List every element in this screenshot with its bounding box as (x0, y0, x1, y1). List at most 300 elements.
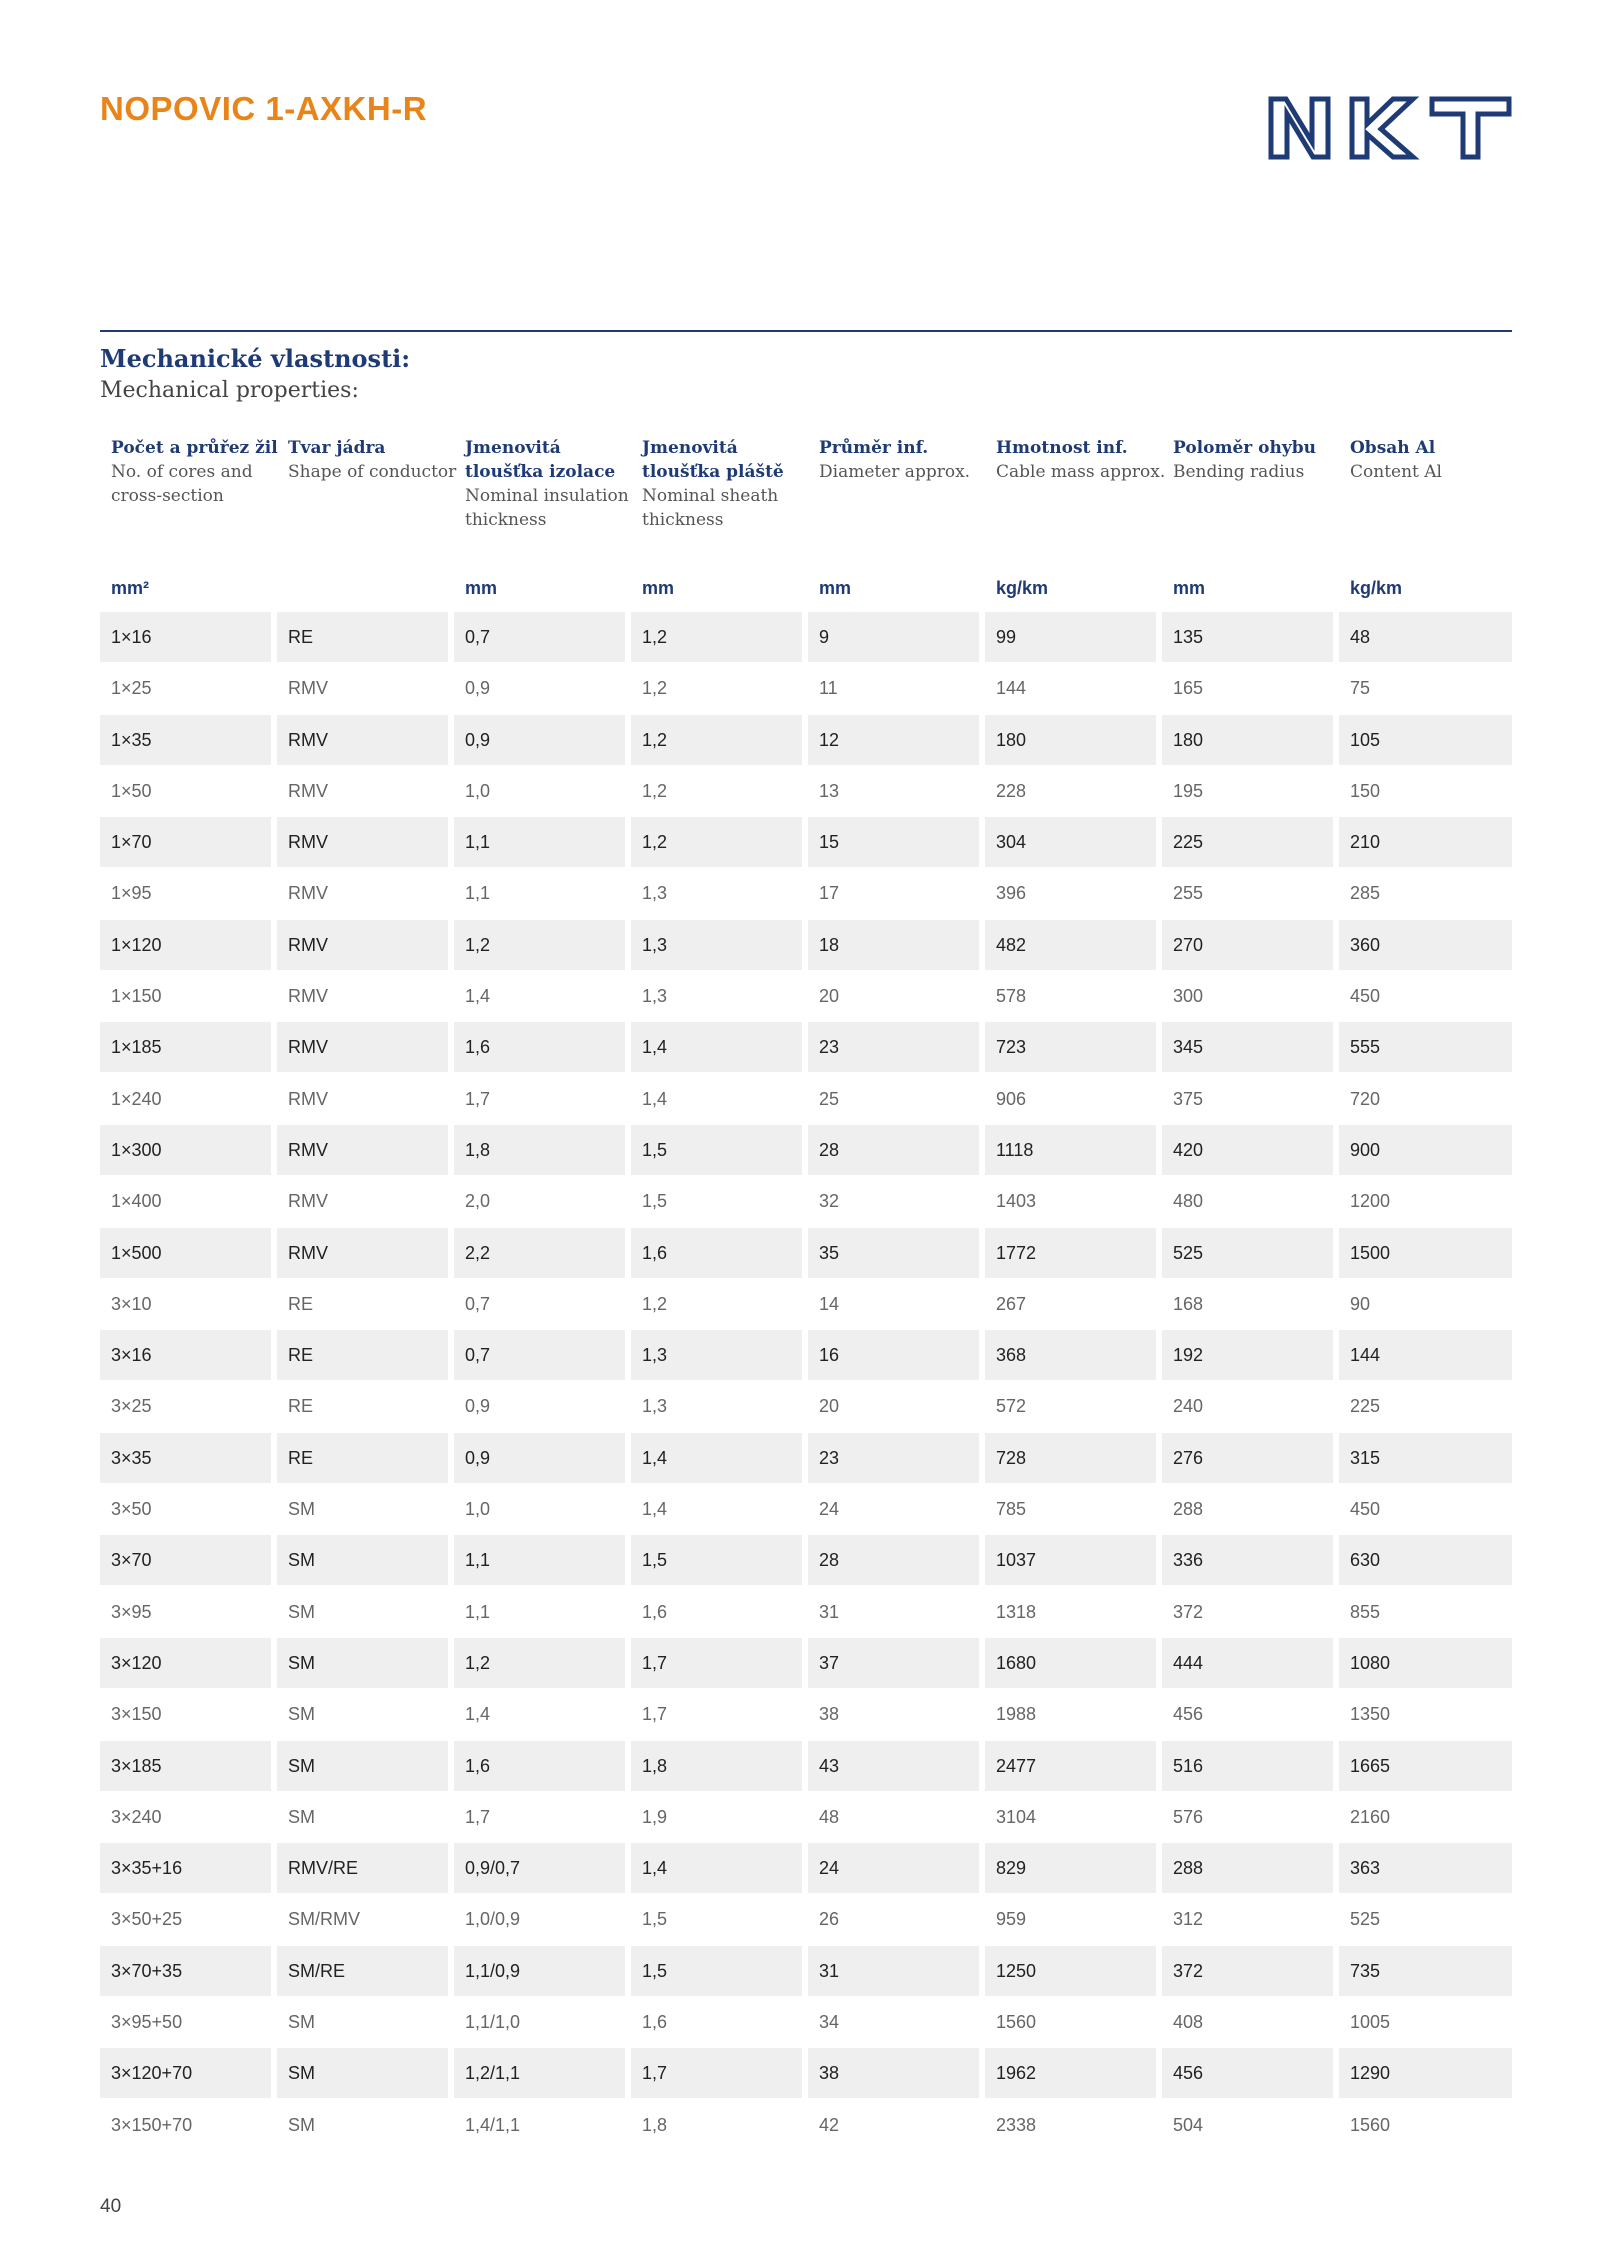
cell-bending-radius: 372 (1173, 1601, 1204, 1622)
cell-diameter: 28 (808, 1125, 979, 1175)
cell-bending-radius: 135 (1162, 612, 1333, 662)
cell-cores: 1×95 (111, 883, 152, 904)
cell-cores: 1×25 (111, 678, 152, 699)
cell-diameter: 24 (819, 1499, 840, 1520)
cell-mass: 368 (985, 1330, 1156, 1380)
cell-mass: 1118 (985, 1125, 1156, 1175)
cell-shape: SM (277, 2048, 448, 2098)
cell-mass: 267 (996, 1293, 1027, 1314)
cell-insulation: 0,9 (454, 1433, 625, 1483)
table-row (100, 1587, 1512, 1638)
cell-sheath: 1,5 (631, 1946, 802, 1996)
cell-cores: 3×70 (100, 1535, 271, 1585)
cell-cores: 1×300 (100, 1125, 271, 1175)
cell-sheath: 1,3 (631, 920, 802, 970)
cell-bending-radius: 444 (1162, 1638, 1333, 1688)
cell-insulation: 0,9 (465, 678, 491, 699)
cell-insulation: 1,1/0,9 (454, 1946, 625, 1996)
cell-shape: SM (288, 1499, 315, 1520)
cell-insulation: 1,2 (454, 1638, 625, 1688)
cell-diameter: 17 (819, 883, 840, 904)
cell-al-content: 1080 (1339, 1638, 1512, 1688)
cell-diameter: 35 (808, 1228, 979, 1278)
cell-sheath: 1,6 (642, 2012, 668, 2033)
cell-al-content: 525 (1350, 1909, 1381, 1930)
cell-diameter: 43 (808, 1741, 979, 1791)
cell-insulation: 1,0 (465, 780, 491, 801)
table-row (100, 1381, 1512, 1432)
table-row (100, 766, 1512, 817)
cell-insulation: 1,2/1,1 (454, 2048, 625, 2098)
table-row (100, 2048, 1512, 2099)
cell-bending-radius: 300 (1173, 986, 1204, 1007)
cell-insulation: 1,1 (465, 883, 491, 904)
cell-shape: RMV (288, 780, 328, 801)
cell-insulation: 1,4/1,1 (465, 2114, 521, 2135)
cell-al-content: 735 (1339, 1946, 1512, 1996)
cell-cores: 1×185 (100, 1022, 271, 1072)
cell-diameter: 13 (819, 780, 840, 801)
cell-bending-radius: 192 (1162, 1330, 1333, 1380)
column-header-en: Nominal sheath thickness (642, 486, 779, 530)
cell-insulation: 1,1/1,0 (465, 2012, 521, 2033)
cell-sheath: 1,8 (631, 1741, 802, 1791)
table-row (100, 1946, 1512, 1997)
cell-cores: 3×16 (100, 1330, 271, 1380)
cell-al-content: 1290 (1339, 2048, 1512, 2098)
cell-bending-radius: 456 (1173, 1704, 1204, 1725)
cell-bending-radius: 165 (1173, 678, 1204, 699)
cell-bending-radius: 480 (1173, 1191, 1204, 1212)
table-row (100, 1894, 1512, 1945)
cell-insulation: 1,6 (454, 1741, 625, 1791)
cell-shape: RMV (277, 817, 448, 867)
table-row (100, 971, 1512, 1022)
cell-diameter: 42 (819, 2114, 840, 2135)
cell-mass: 785 (996, 1499, 1027, 1520)
cell-cores: 1×150 (111, 986, 162, 1007)
cell-al-content: 360 (1339, 920, 1512, 970)
cell-al-content: 900 (1339, 1125, 1512, 1175)
cell-shape: RMV (277, 1022, 448, 1072)
cell-sheath: 1,5 (642, 1191, 668, 1212)
column-unit: mm² (111, 578, 150, 598)
cell-diameter: 48 (819, 1806, 840, 1827)
cell-cores: 3×150 (111, 1704, 162, 1725)
table-row (100, 1279, 1512, 1330)
column-header-en: Nominal insulation thickness (465, 486, 629, 530)
section-divider (100, 330, 1512, 332)
cell-al-content: 75 (1350, 678, 1371, 699)
cell-sheath: 1,4 (631, 1022, 802, 1072)
cell-sheath: 1,7 (631, 1638, 802, 1688)
cell-cores: 3×50 (111, 1499, 152, 1520)
column-header-insulation (465, 436, 635, 532)
cell-insulation: 1,7 (465, 1806, 491, 1827)
cell-diameter: 37 (808, 1638, 979, 1688)
cell-insulation: 1,8 (454, 1125, 625, 1175)
cell-sheath: 1,2 (642, 678, 668, 699)
cell-mass: 1962 (985, 2048, 1156, 2098)
table-row (100, 1792, 1512, 1843)
cell-al-content: 144 (1339, 1330, 1512, 1380)
table-row (100, 1997, 1512, 2048)
cell-diameter: 31 (808, 1946, 979, 1996)
cell-bending-radius: 504 (1173, 2114, 1204, 2135)
table-row (100, 2100, 1512, 2151)
cell-diameter: 23 (808, 1022, 979, 1072)
column-header-cz: Obsah Al (1350, 438, 1436, 458)
cell-shape: RE (277, 1330, 448, 1380)
cell-diameter: 9 (808, 612, 979, 662)
column-unit: kg/km (996, 578, 1049, 598)
cell-mass: 1680 (985, 1638, 1156, 1688)
cell-bending-radius: 288 (1173, 1499, 1204, 1520)
cell-al-content: 450 (1350, 1499, 1381, 1520)
column-header-mass (996, 436, 1166, 484)
table-row (100, 1843, 1512, 1894)
cell-mass: 3104 (996, 1806, 1037, 1827)
cell-diameter: 26 (819, 1909, 840, 1930)
cell-bending-radius: 345 (1162, 1022, 1333, 1072)
table-row (100, 1433, 1512, 1484)
cell-sheath: 1,3 (642, 883, 668, 904)
cell-cores: 1×70 (100, 817, 271, 867)
column-header-bending-radius (1173, 436, 1343, 484)
cell-insulation: 1,2 (454, 920, 625, 970)
cell-al-content: 48 (1339, 612, 1512, 662)
cell-diameter: 18 (808, 920, 979, 970)
cell-sheath: 1,2 (631, 612, 802, 662)
cell-shape: RMV (288, 986, 328, 1007)
cell-insulation: 1,4 (465, 986, 491, 1007)
table-row (100, 1484, 1512, 1535)
table-row (100, 1074, 1512, 1125)
cell-shape: SM (277, 1741, 448, 1791)
cell-mass: 829 (985, 1843, 1156, 1893)
cell-mass: 304 (985, 817, 1156, 867)
cell-diameter: 32 (819, 1191, 840, 1212)
cell-mass: 959 (996, 1909, 1027, 1930)
cell-sheath: 1,6 (631, 1228, 802, 1278)
cell-bending-radius: 372 (1162, 1946, 1333, 1996)
cell-diameter: 38 (819, 1704, 840, 1725)
cell-mass: 1037 (985, 1535, 1156, 1585)
cell-diameter: 16 (808, 1330, 979, 1380)
cell-diameter: 20 (819, 1396, 840, 1417)
cell-al-content: 855 (1350, 1601, 1381, 1622)
cell-mass: 572 (996, 1396, 1027, 1417)
cell-cores: 3×120+70 (100, 2048, 271, 2098)
column-header-al-content (1350, 436, 1520, 484)
cell-al-content: 1500 (1339, 1228, 1512, 1278)
column-unit: mm (1173, 578, 1206, 598)
cell-al-content: 1350 (1350, 1704, 1391, 1725)
cell-diameter: 23 (808, 1433, 979, 1483)
cell-sheath: 1,4 (631, 1843, 802, 1893)
cell-al-content: 315 (1339, 1433, 1512, 1483)
cell-sheath: 1,2 (642, 780, 668, 801)
cell-insulation: 0,9 (465, 1396, 491, 1417)
column-header-en: Bending radius (1173, 462, 1305, 482)
cell-sheath: 1,7 (631, 2048, 802, 2098)
cell-diameter: 12 (808, 715, 979, 765)
cell-bending-radius: 456 (1162, 2048, 1333, 2098)
cell-bending-radius: 276 (1162, 1433, 1333, 1483)
cell-shape: RE (277, 1433, 448, 1483)
cell-sheath: 1,2 (642, 1293, 668, 1314)
table-row (100, 663, 1512, 714)
cell-cores: 3×70+35 (100, 1946, 271, 1996)
cell-mass: 180 (985, 715, 1156, 765)
cell-mass: 906 (996, 1088, 1027, 1109)
cell-shape: RE (288, 1293, 314, 1314)
cell-cores: 1×50 (111, 780, 152, 801)
cell-shape: SM (288, 2114, 315, 2135)
page-number: 40 (100, 2196, 122, 2217)
cell-bending-radius: 525 (1162, 1228, 1333, 1278)
cell-al-content: 285 (1350, 883, 1381, 904)
cell-cores: 3×95+50 (111, 2012, 183, 2033)
cell-diameter: 25 (819, 1088, 840, 1109)
cell-shape: RMV (277, 920, 448, 970)
table-row (100, 817, 1512, 868)
table-row (100, 1228, 1512, 1279)
cell-bending-radius: 195 (1173, 780, 1204, 801)
cell-shape: RMV (288, 883, 328, 904)
cell-sheath: 1,5 (631, 1125, 802, 1175)
cell-insulation: 0,9/0,7 (454, 1843, 625, 1893)
cell-diameter: 14 (819, 1293, 840, 1314)
cell-insulation: 1,1 (454, 817, 625, 867)
section-title-cz: Mechanické vlastnosti: (100, 344, 411, 373)
cell-cores: 3×50+25 (111, 1909, 183, 1930)
cell-sheath: 1,5 (631, 1535, 802, 1585)
cell-al-content: 1560 (1350, 2114, 1391, 2135)
cell-insulation: 1,1 (454, 1535, 625, 1585)
cell-bending-radius: 408 (1173, 2012, 1204, 2033)
cell-insulation: 1,4 (465, 1704, 491, 1725)
cell-sheath: 1,2 (631, 817, 802, 867)
cell-al-content: 555 (1339, 1022, 1512, 1072)
column-unit: kg/km (1350, 578, 1403, 598)
cell-bending-radius: 336 (1162, 1535, 1333, 1585)
column-header-en: Cable mass approx. (996, 462, 1166, 482)
nkt-logo (1268, 96, 1512, 160)
cell-cores: 3×95 (111, 1601, 152, 1622)
cell-sheath: 1,8 (642, 2114, 668, 2135)
cell-mass: 1560 (996, 2012, 1037, 2033)
cell-shape: RMV (277, 1228, 448, 1278)
cell-mass: 482 (985, 920, 1156, 970)
cell-sheath: 1,2 (631, 715, 802, 765)
cell-shape: SM (288, 1704, 315, 1725)
cell-diameter: 28 (808, 1535, 979, 1585)
table-row (100, 1022, 1512, 1073)
cell-al-content: 720 (1350, 1088, 1381, 1109)
column-unit: mm (465, 578, 498, 598)
cell-cores: 3×150+70 (111, 2114, 193, 2135)
cell-mass: 99 (985, 612, 1156, 662)
column-unit: mm (642, 578, 675, 598)
table-row (100, 1689, 1512, 1740)
cell-shape: SM (288, 2012, 315, 2033)
cell-insulation: 1,1 (465, 1601, 491, 1622)
column-header-en: No. of cores and cross-section (111, 462, 253, 506)
cell-diameter: 15 (808, 817, 979, 867)
cell-mass: 396 (996, 883, 1027, 904)
cell-al-content: 105 (1339, 715, 1512, 765)
table-row (100, 868, 1512, 919)
cell-sheath: 1,4 (642, 1499, 668, 1520)
cell-shape: RMV (277, 1125, 448, 1175)
cell-cores: 3×35 (100, 1433, 271, 1483)
cell-cores: 3×10 (111, 1293, 152, 1314)
table-row (100, 612, 1512, 663)
cell-al-content: 150 (1350, 780, 1381, 801)
cell-diameter: 20 (819, 986, 840, 1007)
column-header-en: Diameter approx. (819, 462, 971, 482)
table-row (100, 715, 1512, 766)
cell-mass: 723 (985, 1022, 1156, 1072)
table-row (100, 1330, 1512, 1381)
cell-shape: SM (288, 1601, 315, 1622)
cell-sheath: 1,4 (631, 1433, 802, 1483)
cell-mass: 1772 (985, 1228, 1156, 1278)
cell-shape: SM (277, 1638, 448, 1688)
cell-shape: RMV (288, 1088, 328, 1109)
column-header-en: Shape of conductor (288, 462, 457, 482)
column-header-shape (288, 436, 458, 484)
cell-sheath: 1,3 (631, 1330, 802, 1380)
cell-cores: 3×185 (100, 1741, 271, 1791)
column-header-cz: Jmenovitá tloušťka izolace (465, 438, 616, 482)
cell-shape: SM/RE (277, 1946, 448, 1996)
cell-cores: 3×25 (111, 1396, 152, 1417)
cell-al-content: 225 (1350, 1396, 1381, 1417)
cell-cores: 1×35 (100, 715, 271, 765)
cell-mass: 2477 (985, 1741, 1156, 1791)
cell-insulation: 0,9 (454, 715, 625, 765)
cell-shape: SM/RMV (288, 1909, 360, 1930)
cell-bending-radius: 516 (1162, 1741, 1333, 1791)
cell-mass: 578 (996, 986, 1027, 1007)
cell-al-content: 210 (1339, 817, 1512, 867)
table-row (100, 1125, 1512, 1176)
cell-bending-radius: 288 (1162, 1843, 1333, 1893)
cell-sheath: 1,6 (642, 1601, 668, 1622)
cell-bending-radius: 312 (1173, 1909, 1204, 1930)
cell-insulation: 1,0 (465, 1499, 491, 1520)
cell-shape: SM (277, 1535, 448, 1585)
cell-shape: RE (277, 612, 448, 662)
cell-insulation: 2,0 (465, 1191, 491, 1212)
cell-sheath: 1,3 (642, 1396, 668, 1417)
cell-sheath: 1,7 (642, 1704, 668, 1725)
cell-diameter: 34 (819, 2012, 840, 2033)
cell-mass: 1250 (985, 1946, 1156, 1996)
cell-insulation: 2,2 (454, 1228, 625, 1278)
cell-sheath: 1,9 (642, 1806, 668, 1827)
table-row (100, 1176, 1512, 1227)
cell-cores: 3×240 (111, 1806, 162, 1827)
table-row (100, 1741, 1512, 1792)
cell-mass: 728 (985, 1433, 1156, 1483)
cell-mass: 144 (996, 678, 1027, 699)
column-unit: mm (819, 578, 852, 598)
cell-mass: 1318 (996, 1601, 1037, 1622)
cell-al-content: 1200 (1350, 1191, 1391, 1212)
cell-sheath: 1,4 (642, 1088, 668, 1109)
cell-bending-radius: 225 (1162, 817, 1333, 867)
cell-bending-radius: 180 (1162, 715, 1333, 765)
cell-insulation: 0,7 (465, 1293, 491, 1314)
cell-mass: 1988 (996, 1704, 1037, 1725)
cell-al-content: 2160 (1350, 1806, 1391, 1827)
cell-bending-radius: 168 (1173, 1293, 1204, 1314)
cell-cores: 1×500 (100, 1228, 271, 1278)
column-header-cz: Jmenovitá tloušťka pláště (642, 438, 784, 482)
cell-bending-radius: 255 (1173, 883, 1204, 904)
cell-cores: 1×16 (100, 612, 271, 662)
cell-bending-radius: 240 (1173, 1396, 1204, 1417)
cell-cores: 3×35+16 (100, 1843, 271, 1893)
column-header-sheath (642, 436, 812, 532)
column-header-cores (111, 436, 281, 508)
cell-shape: RMV (288, 678, 328, 699)
cell-bending-radius: 270 (1162, 920, 1333, 970)
cell-insulation: 1,6 (454, 1022, 625, 1072)
cell-al-content: 450 (1350, 986, 1381, 1007)
cell-diameter: 31 (819, 1601, 840, 1622)
section-title-en: Mechanical properties: (100, 378, 359, 403)
cell-mass: 1403 (996, 1191, 1037, 1212)
cell-al-content: 1665 (1339, 1741, 1512, 1791)
cell-mass: 2338 (996, 2114, 1037, 2135)
cell-bending-radius: 375 (1173, 1088, 1204, 1109)
cell-al-content: 630 (1339, 1535, 1512, 1585)
cell-diameter: 38 (808, 2048, 979, 2098)
cell-shape: RMV (288, 1191, 328, 1212)
column-header-cz: Počet a průřez žil (111, 438, 278, 458)
cell-shape: RE (288, 1396, 314, 1417)
cell-shape: RMV/RE (277, 1843, 448, 1893)
cell-cores: 3×120 (100, 1638, 271, 1688)
cell-diameter: 24 (808, 1843, 979, 1893)
document-title: NOPOVIC 1-AXKH-R (100, 90, 428, 127)
cell-bending-radius: 420 (1162, 1125, 1333, 1175)
table-row (100, 920, 1512, 971)
cell-cores: 1×400 (111, 1191, 162, 1212)
cell-bending-radius: 576 (1173, 1806, 1204, 1827)
cell-al-content: 363 (1339, 1843, 1512, 1893)
column-header-cz: Hmotnost inf. (996, 438, 1128, 458)
cell-insulation: 1,0/0,9 (465, 1909, 521, 1930)
cell-mass: 228 (996, 780, 1027, 801)
cell-insulation: 0,7 (454, 1330, 625, 1380)
cell-diameter: 11 (819, 678, 838, 699)
cell-cores: 1×120 (100, 920, 271, 970)
column-header-en: Content Al (1350, 462, 1442, 482)
cell-cores: 1×240 (111, 1088, 162, 1109)
column-header-cz: Poloměr ohybu (1173, 438, 1316, 458)
cell-al-content: 90 (1350, 1293, 1371, 1314)
cell-shape: SM (288, 1806, 315, 1827)
cell-al-content: 1005 (1350, 2012, 1391, 2033)
cell-shape: RMV (277, 715, 448, 765)
cell-insulation: 0,7 (454, 612, 625, 662)
column-header-diameter (819, 436, 989, 484)
